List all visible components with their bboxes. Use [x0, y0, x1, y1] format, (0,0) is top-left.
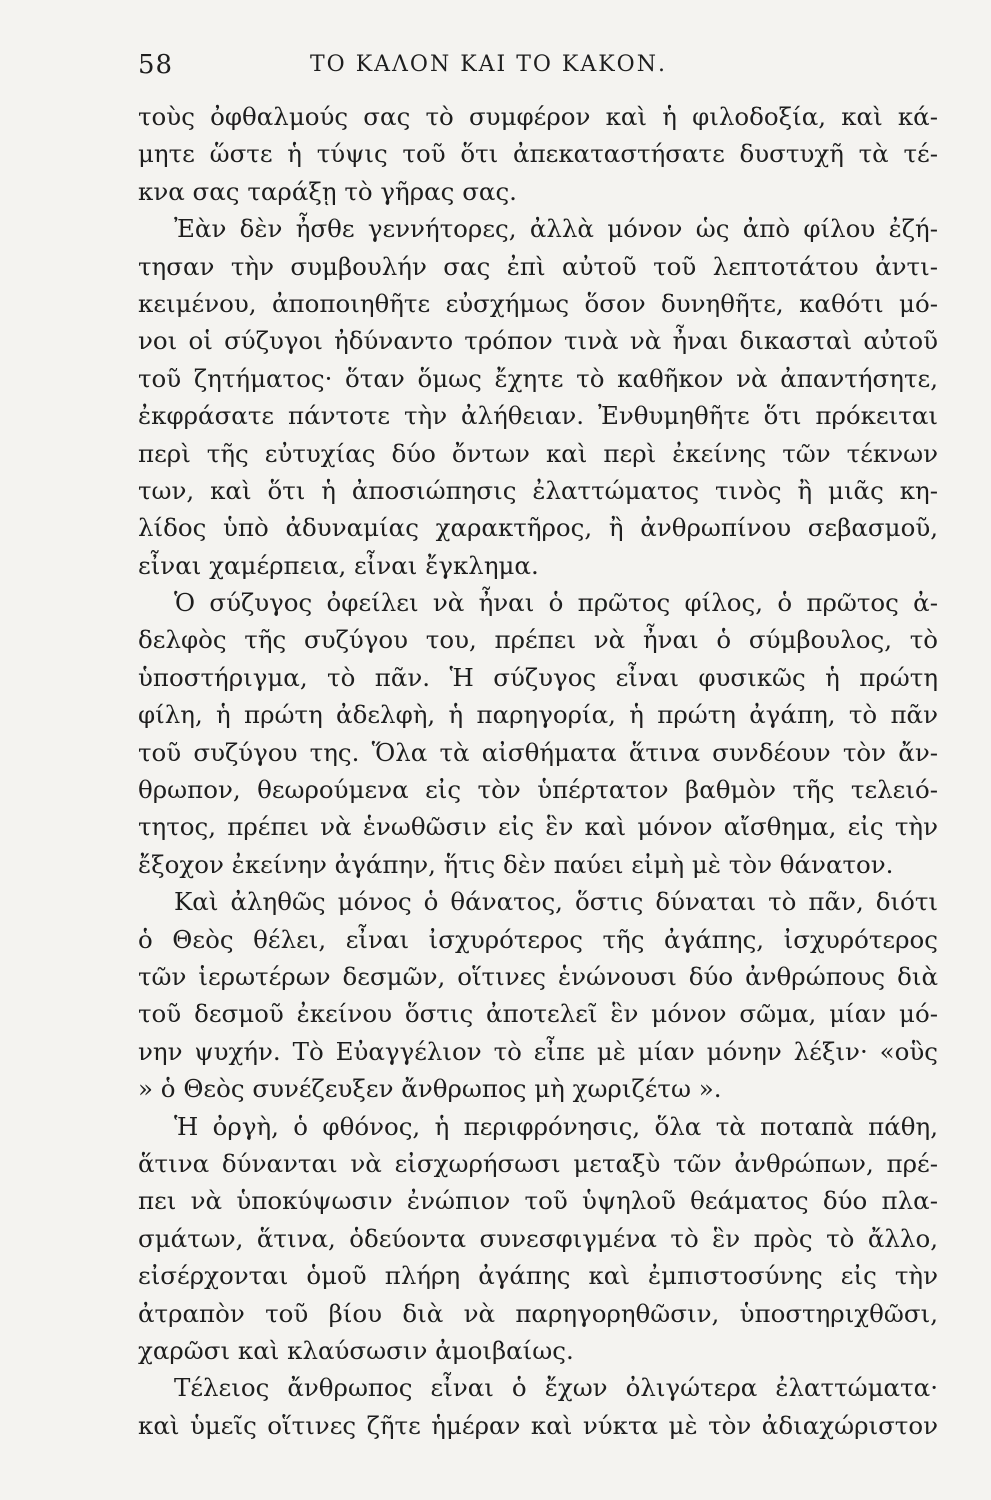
text-line: λίδος ὑπὸ ἀδυναμίας χαρακτῆρος, ἢ ἀνθρωπίνου σεβασμοῦ,	[138, 513, 938, 543]
text-line: εἰσέρχονται ὁμοῦ πλήρη ἀγάπης καὶ ἐμπιστοσύνης εἰς τὴν	[138, 1261, 938, 1291]
running-title: ΤΟ ΚΑΛΟΝ ΚΑΙ ΤΟ ΚΑΚΟΝ.	[310, 52, 667, 77]
text-line: σμάτων, ἅτινα, ὁδεύοντα συνεσφιγμένα τὸ ἓν πρὸς τὸ ἄλλο,	[138, 1223, 938, 1253]
text-line: ἅτινα δύνανται νὰ εἰσχωρήσωσι μεταξὺ τῶν ἀνθρώπων, πρέ-	[138, 1148, 938, 1178]
page-number: 58	[138, 50, 174, 80]
text-line: Ἡ ὀργὴ, ὁ φθόνος, ἡ περιφρόνησις, ὅλα τὰ ποταπὰ πάθη,	[174, 1111, 938, 1141]
text-line: ἐκφράσατε πάντοτε τὴν ἀλήθειαν. Ἐνθυμηθῆτε ὅτι πρόκειται	[138, 401, 938, 431]
text-line: Καὶ ἀληθῶς μόνος ὁ θάνατος, ὅστις δύναται τὸ πᾶν, διότι	[174, 887, 938, 917]
text-line: Τέλειος ἄνθρωπος εἶναι ὁ ἔχων ὀλιγώτερα ἐλαττώματα·	[174, 1373, 938, 1403]
text-line: ὁ Θεὸς θέλει, εἶναι ἰσχυρότερος τῆς ἀγάπης, ἰσχυρότερος	[138, 924, 938, 954]
text-line: Ἐὰν δὲν ἦσθε γεννήτορες, ἀλλὰ μόνον ὡς ἀπὸ φίλου ἐζή-	[174, 214, 938, 244]
text-line: τησαν τὴν συμβουλήν σας ἐπὶ αὐτοῦ τοῦ λεπτοτάτου ἀντι-	[138, 251, 938, 281]
body-text	[138, 98, 938, 1444]
text-line: τοῦ ζητήματος· ὅταν ὅμως ἔχητε τὸ καθῆκον νὰ ἀπαντήσητε,	[138, 363, 938, 393]
text-line: τοῦ συζύγου της. Ὅλα τὰ αἰσθήματα ἅτινα συνδέουν τὸν ἄν-	[138, 737, 938, 767]
text-line: φίλη, ἡ πρώτη ἀδελφὴ, ἡ παρηγορία, ἡ πρώτη ἀγάπη, τὸ πᾶν	[138, 700, 938, 730]
text-line: τῶν ἱερωτέρων δεσμῶν, οἵτινες ἑνώνουσι δύο ἀνθρώπους διὰ	[138, 961, 938, 991]
text-line: των, καὶ ὅτι ἡ ἀποσιώπησις ἐλαττώματος τινὸς ἢ μιᾶς κη-	[138, 475, 938, 505]
text-line: ἔξοχον ἐκείνην ἀγάπην, ἥτις δὲν παύει εἰμὴ μὲ τὸν θάνατον.	[138, 849, 894, 879]
text-line: εἶναι χαμέρπεια, εἶναι ἔγκλημα.	[138, 550, 539, 580]
text-line: χαρῶσι καὶ κλαύσωσιν ἀμοιβαίως.	[138, 1335, 574, 1365]
text-line: κειμένου, ἀποποιηθῆτε εὐσχήμως ὅσον δυνηθῆτε, καθότι μό-	[138, 288, 938, 318]
text-line: πει νὰ ὑποκύψωσιν ἐνώπιον τοῦ ὑψηλοῦ θεάματος δύο πλα-	[138, 1186, 938, 1216]
text-line: ἀτραπὸν τοῦ βίου διὰ νὰ παρηγορηθῶσιν, ὑποστηριχθῶσι,	[138, 1298, 938, 1328]
text-line: περὶ τῆς εὐτυχίας δύο ὄντων καὶ περὶ ἐκείνης τῶν τέκνων	[138, 438, 938, 468]
text-line: ὑποστήριγμα, τὸ πᾶν. Ἡ σύζυγος εἶναι φυσικῶς ἡ πρώτη	[138, 662, 938, 692]
text-line: τοὺς ὀφθαλμούς σας τὸ συμφέρον καὶ ἡ φιλοδοξία, καὶ κά-	[138, 102, 938, 131]
text-line: κνα σας ταράξῃ τὸ γῆρας σας.	[138, 176, 517, 206]
text-line: Ὁ σύζυγος ὀφείλει νὰ ἦναι ὁ πρῶτος φίλος, ὁ πρῶτος ἀ-	[174, 588, 938, 618]
text-line: τοῦ δεσμοῦ ἐκείνου ὅστις ἀποτελεῖ ἓν μόνον σῶμα, μίαν μό-	[138, 999, 938, 1029]
text-line: » ὁ Θεὸς συνέζευξεν ἄνθρωπος μὴ χωριζέτω ».	[138, 1074, 722, 1104]
text-line: μητε ὥστε ἡ τύψις τοῦ ὅτι ἀπεκαταστήσατε δυστυχῆ τὰ τέ-	[138, 139, 938, 169]
text-line: τητος, πρέπει νὰ ἑνωθῶσιν εἰς ἓν καὶ μόνον αἴσθημα, εἰς τὴν	[138, 812, 938, 842]
text-line: δελφὸς τῆς συζύγου του, πρέπει νὰ ἦναι ὁ σύμβουλος, τὸ	[138, 625, 938, 655]
text-line: θρωπον, θεωρούμενα εἰς τὸν ὑπέρτατον βαθμὸν τῆς τελειό-	[138, 775, 938, 805]
page-header	[138, 50, 938, 90]
text-line: νην ψυχήν. Τὸ Εὐαγγέλιον τὸ εἶπε μὲ μίαν μόνην λέξιν· «οὓς	[138, 1036, 938, 1066]
text-line: νοι οἱ σύζυγοι ἠδύναντο τρόπον τινὰ νὰ ἦναι δικασταὶ αὐτοῦ	[138, 326, 938, 356]
text-line: καὶ ὑμεῖς οἵτινες ζῆτε ἡμέραν καὶ νύκτα μὲ τὸν ἀδιαχώριστον	[138, 1410, 938, 1440]
